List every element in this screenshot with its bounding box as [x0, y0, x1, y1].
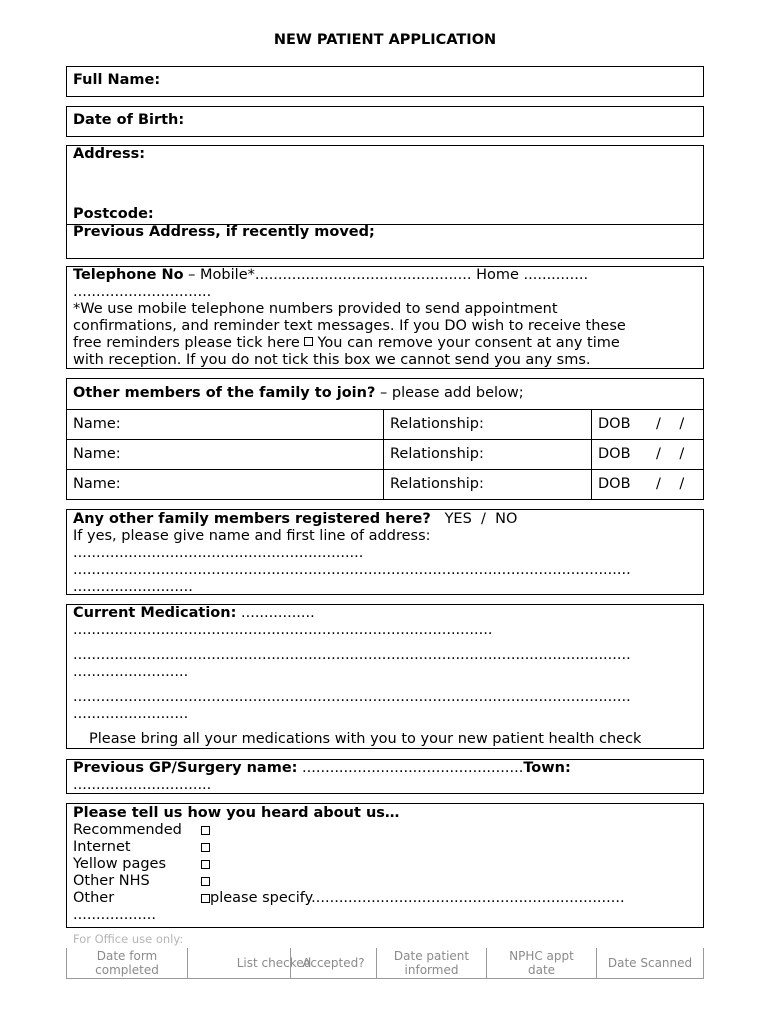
heard-checkbox[interactable] — [201, 860, 210, 869]
heard-checkbox[interactable] — [201, 894, 210, 903]
registered-dots: ......................................................................................................................... — [73, 562, 631, 578]
office-column-label: Date form completed — [95, 949, 159, 977]
address-box[interactable] — [66, 145, 704, 225]
office-column-label: NPHC appt date — [509, 949, 574, 977]
office-column-label: Date Scanned — [607, 956, 693, 970]
sms-note-line3-b: You can remove your consent at any time — [317, 335, 620, 351]
family-dob-field[interactable] — [591, 470, 704, 499]
dob-label: Date of Birth: — [73, 112, 185, 128]
office-cell-date-patient-informed[interactable] — [376, 948, 486, 978]
office-cell-nphc-appt-date[interactable] — [486, 948, 596, 978]
heard-heading: Please tell us how you heard about us… — [73, 805, 400, 821]
office-cell-date-form-completed[interactable] — [66, 948, 187, 978]
medication-box[interactable] — [66, 604, 704, 749]
family-row — [66, 440, 704, 470]
heard-option-label: Yellow pages — [73, 856, 167, 872]
previous-gp-dots-line: .............................. — [73, 777, 212, 793]
telephone-mobile-home: – Mobile*............................................... Home .............. — [183, 267, 589, 283]
heard-specify[interactable]: please specify.................................................................... — [210, 890, 625, 906]
registered-dots: .......................... — [73, 579, 193, 595]
full-name-label: Full Name: — [73, 72, 161, 88]
dob-slashes: / / — [656, 416, 685, 432]
heard-dots: .................. — [73, 907, 156, 923]
heard-option[interactable] — [73, 873, 697, 890]
town-label: Town: — [523, 760, 571, 776]
sms-note-line3 — [73, 335, 697, 352]
address-label: Address: — [73, 146, 146, 162]
telephone-dots: .............................. — [73, 284, 212, 300]
heard-option-label: Internet — [73, 839, 131, 855]
registered-instructions: If yes, please give name and first line of address: — [73, 528, 431, 544]
heard-option[interactable] — [73, 839, 697, 856]
name-label: Name: — [73, 476, 121, 492]
medication-label: Current Medication: — [73, 605, 237, 621]
medication-note: Please bring all your medications with you to your new patient health check — [89, 731, 642, 747]
sms-note-line4: with reception. If you do not tick this box we cannot send you any sms. — [73, 352, 591, 368]
dob-label: DOB — [598, 476, 631, 492]
family-row — [66, 470, 704, 500]
relationship-label: Relationship: — [390, 416, 484, 432]
office-cell-date-scanned[interactable] — [596, 948, 704, 978]
registered-question: Any other family members registered here? — [73, 511, 431, 527]
office-use-table — [66, 948, 704, 979]
dob-slashes: / / — [656, 476, 685, 492]
dob-box[interactable] — [66, 106, 704, 137]
registered-family-box[interactable] — [66, 509, 704, 595]
office-column-label: Accepted? — [302, 956, 365, 970]
family-name-field[interactable] — [67, 440, 383, 469]
heard-option-label: Other NHS — [73, 873, 150, 889]
heard-option[interactable] — [73, 822, 697, 839]
heard-option-label: Other — [73, 890, 115, 906]
form-title: NEW PATIENT APPLICATION — [273, 32, 497, 48]
previous-address-label: Previous Address, if recently moved; — [73, 224, 375, 240]
medication-dots: ......................................................................................................................... — [73, 689, 631, 705]
family-dob-field[interactable] — [591, 410, 704, 439]
previous-gp-label: Previous GP/Surgery name: — [73, 760, 298, 776]
family-heading-box — [66, 378, 704, 410]
sms-note-line1: *We use mobile telephone numbers provided to send appointment — [73, 301, 558, 317]
relationship-label: Relationship: — [390, 476, 484, 492]
family-relationship-field[interactable] — [383, 470, 591, 499]
telephone-label: Telephone No — [73, 267, 184, 283]
office-use-label: For Office use only: — [73, 932, 184, 946]
registered-dots: ............................................................... — [73, 545, 364, 561]
telephone-line — [73, 267, 697, 284]
previous-address-box[interactable] — [66, 224, 704, 259]
family-row — [66, 410, 704, 440]
sms-note-line2: confirmations, and reminder text messages. If you DO wish to receive these — [73, 318, 626, 334]
medication-dots: ......................... — [73, 664, 189, 680]
family-name-field[interactable] — [67, 470, 383, 499]
family-relationship-field[interactable] — [383, 410, 591, 439]
heard-checkbox[interactable] — [201, 877, 210, 886]
family-heading: Other members of the family to join? — [73, 385, 376, 401]
medication-label-dots: ................ — [236, 605, 315, 621]
dob-slashes: / / — [656, 446, 685, 462]
heard-option[interactable] — [73, 856, 697, 873]
office-column-label: List checked — [236, 956, 312, 970]
heard-checkbox[interactable] — [201, 826, 210, 835]
medication-dots: ......................................................................................................................... — [73, 647, 631, 663]
registered-question-line — [73, 511, 697, 528]
previous-gp-line — [73, 760, 697, 777]
yes-no-options[interactable]: YES / NO — [444, 511, 518, 527]
family-dob-field[interactable] — [591, 440, 704, 469]
office-cell-accepted[interactable] — [290, 948, 376, 978]
name-label: Name: — [73, 416, 121, 432]
medication-line — [73, 605, 697, 622]
family-heading-suffix: – please add below; — [375, 385, 524, 401]
full-name-box[interactable] — [66, 66, 704, 97]
office-column-label: Date patient informed — [393, 949, 470, 977]
family-relationship-field[interactable] — [383, 440, 591, 469]
family-name-field[interactable] — [67, 410, 383, 439]
telephone-box[interactable] — [66, 266, 704, 369]
heard-option-label: Recommended — [73, 822, 182, 838]
relationship-label: Relationship: — [390, 446, 484, 462]
previous-gp-dots: ................................................ — [297, 760, 524, 776]
postcode-label: Postcode: — [73, 206, 154, 222]
heard-checkbox[interactable] — [201, 843, 210, 852]
previous-gp-box[interactable] — [66, 759, 704, 794]
name-label: Name: — [73, 446, 121, 462]
medication-dots: ......................... — [73, 706, 189, 722]
heard-about-us-box — [66, 803, 704, 928]
dob-label: DOB — [598, 416, 631, 432]
sms-consent-checkbox[interactable] — [304, 337, 313, 346]
sms-note-line3-a: free reminders please tick here — [73, 335, 300, 351]
dob-label: DOB — [598, 446, 631, 462]
medication-dots: ........................................................................................... — [73, 622, 493, 638]
heard-option[interactable] — [73, 890, 697, 907]
